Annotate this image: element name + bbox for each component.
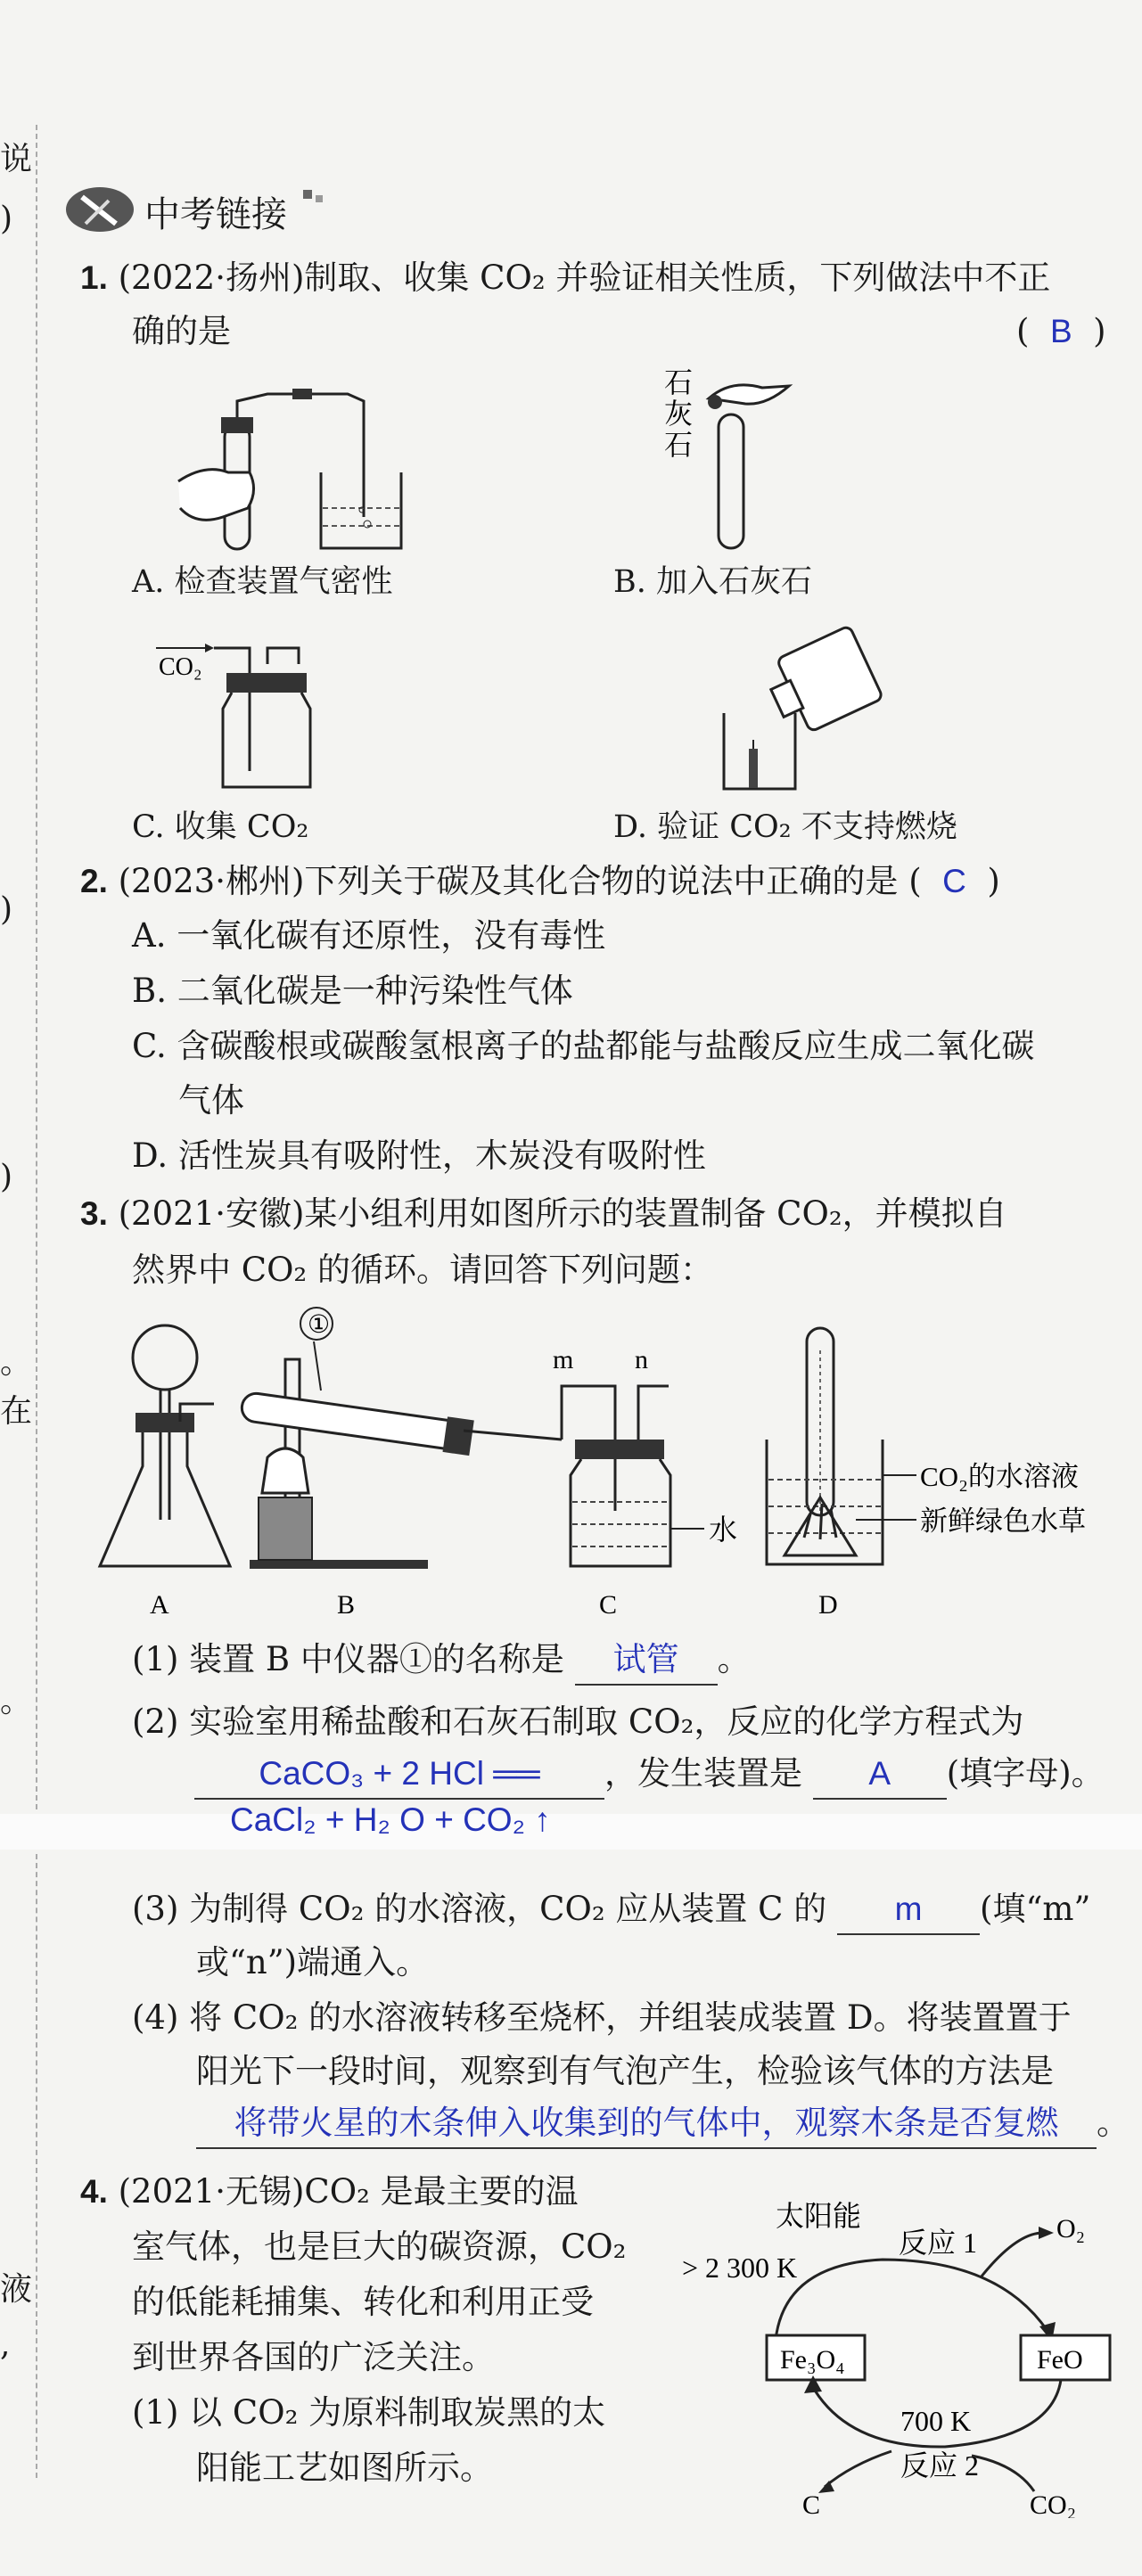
svg-text:石: 石: [664, 429, 694, 461]
option-d: D. 验证 CO₂ 不支持燃烧: [613, 809, 957, 845]
binding-line: [36, 1854, 37, 2478]
svg-text:太阳能: 太阳能: [776, 2200, 862, 2232]
answer: C: [942, 863, 966, 899]
answer: 试管: [612, 1641, 679, 1678]
svg-text:新鲜绿色水草: 新鲜绿色水草: [920, 1505, 1086, 1537]
svg-text:反应 1: 反应 1: [899, 2227, 978, 2259]
option-b: B. 加入石灰石: [613, 564, 812, 600]
question-number: 3.: [80, 1195, 108, 1232]
answer-box: ( B ): [1016, 312, 1106, 350]
question-text: (2022·扬州)制取、收集 CO₂ 并验证相关性质，下列做法中不正: [118, 258, 1051, 297]
svg-text:n: n: [635, 1345, 648, 1374]
q2-stem: 2. (2023·郴州)下列关于碳及其化合物的说法中正确的是 ( C ): [80, 862, 1000, 900]
edge-mark: 说: [0, 141, 33, 177]
q3-part4-line2: 阳光下一段时间，观察到有气泡产生，检验该气体的方法是: [196, 2052, 1054, 2090]
figure-collect-co2: [152, 637, 330, 793]
svg-text:FeO: FeO: [1037, 2345, 1083, 2375]
option-c: C. 收集 CO₂: [132, 809, 309, 845]
svg-text:石: 石: [664, 366, 694, 398]
q3-part3-line2: 或“n”)端通入。: [196, 1943, 430, 1981]
svg-text:C: C: [599, 1590, 618, 1620]
q3-part3-line1: [132, 1885, 1090, 1935]
q1-stem-line2: 确的是: [132, 312, 231, 350]
q4-stem-line2: 室气体，也是巨大的碳资源，CO₂: [132, 2227, 627, 2266]
edge-mark: 。: [0, 1683, 33, 1719]
solar-cycle-diagram: [678, 2197, 1128, 2518]
svg-text:C: C: [802, 2490, 821, 2518]
q3-part2-line1: (2) 实验室用稀盐酸和石灰石制取 CO₂，反应的化学方程式为: [132, 1702, 1024, 1741]
figure-apparatus-abcd: [80, 1306, 1132, 1627]
section-header: [64, 183, 341, 236]
q2-option-b: B. 二氧化碳是一种污染性气体: [132, 972, 573, 1010]
question-text: (2021·无锡)CO₂ 是最主要的温: [118, 2172, 579, 2211]
q4-part1-line2: 阳能工艺如图所示。: [196, 2449, 493, 2487]
figure-airtightness-check: [169, 374, 428, 553]
svg-text:O₂: O₂: [1056, 2214, 1086, 2244]
answer-blank: [813, 1750, 947, 1800]
svg-text:反应 2: 反应 2: [900, 2449, 980, 2482]
q3-part1: [132, 1636, 751, 1686]
svg-text:①: ①: [308, 1311, 331, 1339]
header-dot: [316, 195, 323, 202]
question-number: 4.: [80, 2173, 108, 2210]
svg-text:CO₂: CO₂: [1030, 2490, 1077, 2518]
svg-text:CO₂的水溶液: CO₂的水溶液: [920, 1461, 1079, 1492]
question-text: ，发生装置是: [604, 1754, 802, 1793]
option-a: A. 检查装置气密性: [132, 564, 393, 600]
svg-text:水: 水: [709, 1514, 738, 1546]
svg-text:D: D: [818, 1590, 838, 1620]
edge-mark: ,: [0, 2326, 11, 2363]
q3-part4-line1: (4) 将 CO₂ 的水溶液转移至烧杯，并组装成装置 D。将装置置于: [132, 1998, 1072, 2037]
svg-text:B: B: [337, 1590, 356, 1620]
q4-stem-line1: [80, 2168, 579, 2216]
svg-text:CO₂: CO₂: [159, 653, 202, 681]
question-text: (1) 装置 B 中仪器①的名称是: [132, 1640, 564, 1678]
question-number: 1.: [80, 259, 108, 296]
svg-text:700 K: 700 K: [900, 2405, 972, 2437]
svg-text:> 2 300 K: > 2 300 K: [682, 2252, 798, 2284]
q2-option-a: A. 一氧化碳有还原性，没有毒性: [132, 916, 606, 955]
q3-part4-line3: [196, 2099, 1130, 2149]
question-text: 。: [1097, 2104, 1130, 2142]
question-text: (3) 为制得 CO₂ 的水溶液，CO₂ 应从装置 C 的: [132, 1890, 827, 1928]
svg-text:灰: 灰: [664, 398, 694, 430]
edge-mark: 液: [0, 2271, 33, 2308]
edge-mark: 。: [0, 1344, 33, 1381]
answer-blank: [196, 2099, 1097, 2149]
figure-co2-not-support-burning: [713, 615, 891, 793]
question-number: 2.: [80, 863, 108, 899]
answer-blank: [837, 1885, 980, 1935]
q2-option-c-cont: 气体: [178, 1081, 244, 1120]
section-title: 中考链接: [144, 194, 287, 235]
edge-mark: ): [0, 891, 13, 928]
edge-mark: ): [0, 1159, 13, 1195]
question-text: (填字母)。: [946, 1754, 1105, 1793]
answer-blank: [575, 1636, 718, 1686]
answer: CaCO₃ + 2 HCl ══: [259, 1755, 540, 1792]
q4-stem-line4: 到世界各国的广泛关注。: [132, 2338, 495, 2376]
question-text: 。: [717, 1640, 751, 1678]
q3-stem-line1: [80, 1190, 1007, 1238]
answer: 将带火星的木条伸入收集到的气体中，观察木条是否复燃: [234, 2104, 1059, 2141]
svg-text:Fe₃O₄: Fe₃O₄: [780, 2345, 845, 2375]
q3-part2-line2: [194, 1750, 1105, 1800]
svg-text:A: A: [150, 1590, 169, 1620]
page-gap: [0, 1814, 1142, 1850]
question-text: (填“m”: [980, 1890, 1091, 1928]
header-dot: [303, 190, 312, 199]
question-text: (2021·安徽)某小组利用如图所示的装置制备 CO₂，并模拟自: [118, 1194, 1007, 1233]
edge-mark: 在: [0, 1393, 33, 1430]
answer: A: [868, 1755, 891, 1792]
answer-blank: [194, 1750, 604, 1800]
q3-stem-line2: 然界中 CO₂ 的循环。请回答下列问题：: [132, 1251, 713, 1289]
q4-part1-line1: (1) 以 CO₂ 为原料制取炭黑的太: [132, 2393, 606, 2432]
answer: B: [1049, 313, 1072, 349]
answer-equation-cont: CaCl₂ + H₂ O + CO₂ ↑: [230, 1801, 551, 1838]
q2-option-c: C. 含碳酸根或碳酸氢根离子的盐都能与盐酸反应生成二氧化碳: [132, 1027, 1035, 1065]
q4-stem-line3: 的低能耗捕集、转化和利用正受: [132, 2283, 594, 2321]
answer: m: [894, 1891, 923, 1927]
pencil-badge-icon: [64, 185, 136, 234]
binding-line: [36, 125, 37, 1809]
svg-text:m: m: [553, 1345, 574, 1374]
figure-add-limestone: [660, 361, 802, 553]
q1-stem-line1: [80, 254, 1050, 302]
question-text: (2023·郴州)下列关于碳及其化合物的说法中正确的是: [118, 862, 899, 900]
edge-mark: ): [0, 201, 13, 237]
q2-option-d: D. 活性炭具有吸附性，木炭没有吸附性: [132, 1136, 706, 1175]
